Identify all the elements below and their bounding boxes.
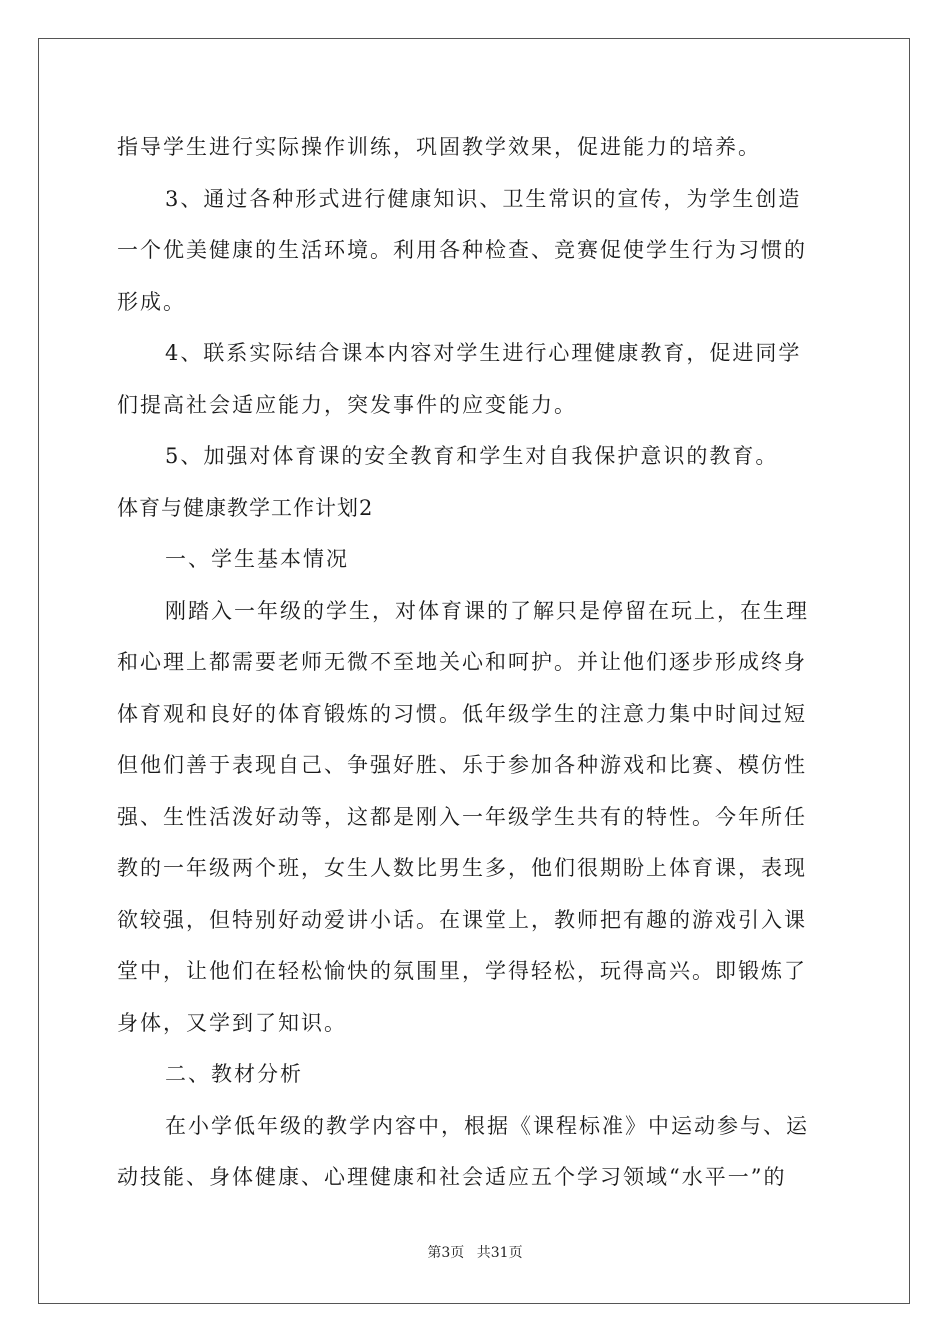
text-line: 在小学低年级的教学内容中，根据《课程标准》中运动参与、运 — [165, 1113, 809, 1138]
text-line: 5、加强对体育课的安全教育和学生对自我保护意识的教育。 — [165, 444, 779, 468]
text-line: 动技能、身体健康、心理健康和社会适应五个学习领域“水平一”的 — [117, 1165, 787, 1189]
text-line: 指导学生进行实际操作训练，巩固教学效果，促进能力的培养。 — [117, 135, 761, 159]
text-line: 堂中，让他们在轻松愉快的氛围里，学得轻松，玩得高兴。即锻炼了 — [117, 959, 807, 983]
text-line: 但他们善于表现自己、争强好胜、乐于参加各种游戏和比赛、模仿性 — [117, 753, 807, 777]
text-line: 强、生性活泼好动等，这都是刚入一年级学生共有的特性。今年所任 — [117, 804, 807, 829]
section-heading: 一、学生基本情况 — [165, 547, 349, 571]
section-heading: 二、教材分析 — [165, 1062, 303, 1086]
page-number: 第3页 — [427, 1245, 465, 1261]
text-line: 教的一年级两个班，女生人数比男生多，他们很期盼上体育课，表现 — [117, 856, 807, 880]
document-body — [117, 122, 833, 1204]
page-footer — [0, 1243, 950, 1263]
text-line: 形成。 — [117, 289, 186, 314]
text-line: 们提高社会适应能力，突发事件的应变能力。 — [117, 392, 577, 417]
text-line: 和心理上都需要老师无微不至地关心和呵护。并让他们逐步形成终身 — [117, 650, 807, 674]
section-title: 体育与健康教学工作计划2 — [117, 495, 374, 520]
page-total: 共31页 — [476, 1245, 523, 1261]
text-line: 身体，又学到了知识。 — [117, 1010, 347, 1035]
text-line: 欲较强，但特别好动爱讲小话。在课堂上，教师把有趣的游戏引入课 — [117, 907, 807, 932]
text-line: 3、通过各种形式进行健康知识、卫生常识的宣传，为学生创造 — [165, 186, 802, 211]
text-line: 一个优美健康的生活环境。利用各种检查、竞赛促使学生行为习惯的 — [117, 238, 807, 262]
text-line: 体育观和良好的体育锻炼的习惯。低年级学生的注意力集中时间过短 — [117, 701, 807, 726]
text-line: 4、联系实际结合课本内容对学生进行心理健康教育，促进同学 — [165, 341, 802, 365]
text-line: 刚踏入一年级的学生，对体育课的了解只是停留在玩上，在生理 — [165, 598, 809, 623]
